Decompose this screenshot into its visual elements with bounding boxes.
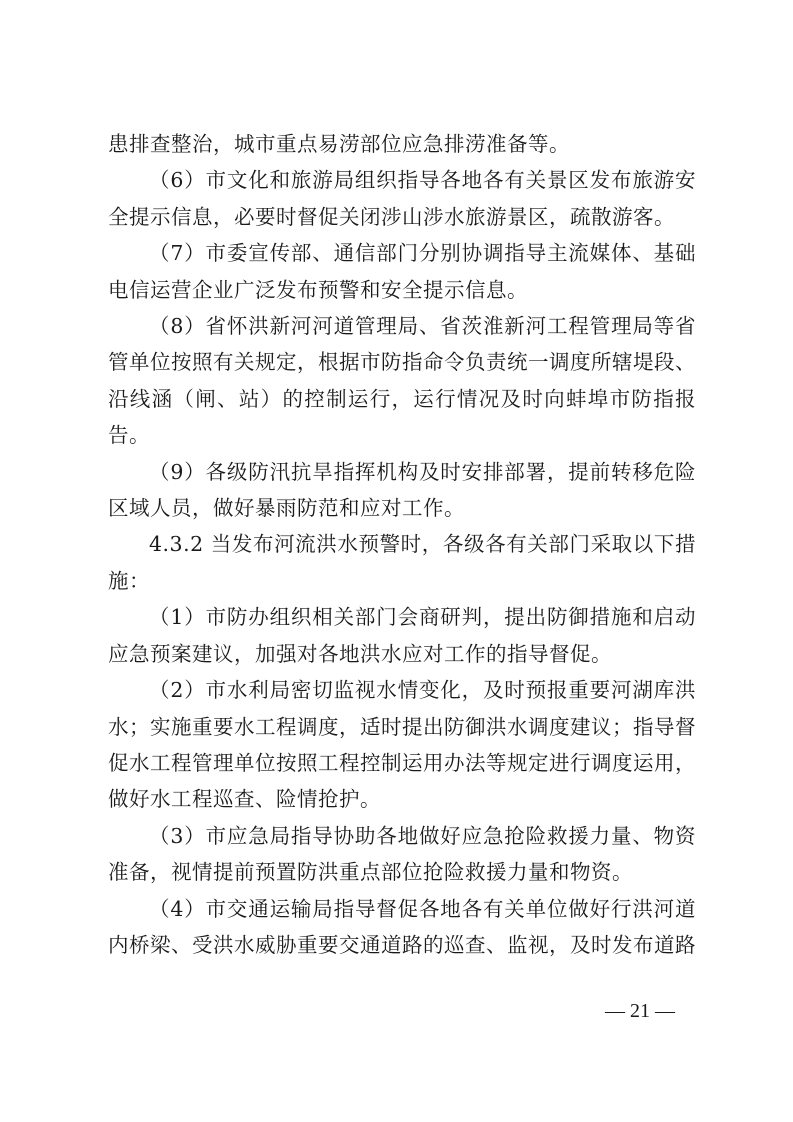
paragraph-item-9: （9）各级防汛抗旱指挥机构及时安排部署，提前转移危险区域人员，做好暴雨防范和应对工作。 (108, 459, 696, 521)
paragraph-river-item-1: （1）市防办组织相关部门会商研判，提出防御措施和启动应急预案建议，加强对各地洪水应对工作的指导督促。 (108, 605, 696, 666)
paragraph-continued: 患排查整治，城市重点易涝部位应急排涝准备等。 (108, 132, 570, 156)
paragraph-item-7: （7）市委宣传部、通信部门分别协调指导主流媒体、基础电信运营企业广泛发布预警和安全提示信息。 (108, 241, 696, 302)
body-text (108, 126, 696, 963)
paragraph-item-8: （8）省怀洪新河河道管理局、省茨淮新河工程管理局等省管单位按照有关规定，根据市防指命令负责统一调度所辖堤段、沿线涵（闸、站）的控制运行，运行情况及时向蚌埠市防指报告。 (108, 314, 696, 448)
paragraph-river-item-2: （2）市水利局密切监视水情变化，及时预报重要河湖库洪水；实施重要水工程调度，适时提出防御洪水调度建议；指导督促水工程管理单位按照工程控制运用办法等规定进行调度运用，做好水工程巡查、险情抢护。 (108, 678, 696, 812)
paragraph-river-item-4: （4）市交通运输局指导督促各地各有关单位做好行洪河道内桥梁、受洪水威胁重要交通道路的巡查、监视，及时发布道路 (108, 896, 696, 957)
page-number: — 21 — (605, 1000, 675, 1022)
section-heading-4-3-2: 4.3.2 当发布河流洪水预警时，各级各有关部门采取以下措施： (108, 532, 696, 593)
paragraph-item-6: （6）市文化和旅游局组织指导各地各有关景区发布旅游安全提示信息，必要时督促关闭涉山涉水旅游景区，疏散游客。 (108, 168, 696, 229)
paragraph-river-item-3: （3）市应急局指导协助各地做好应急抢险救援力量、物资准备，视情提前预置防洪重点部位抢险救援力量和物资。 (108, 823, 696, 885)
